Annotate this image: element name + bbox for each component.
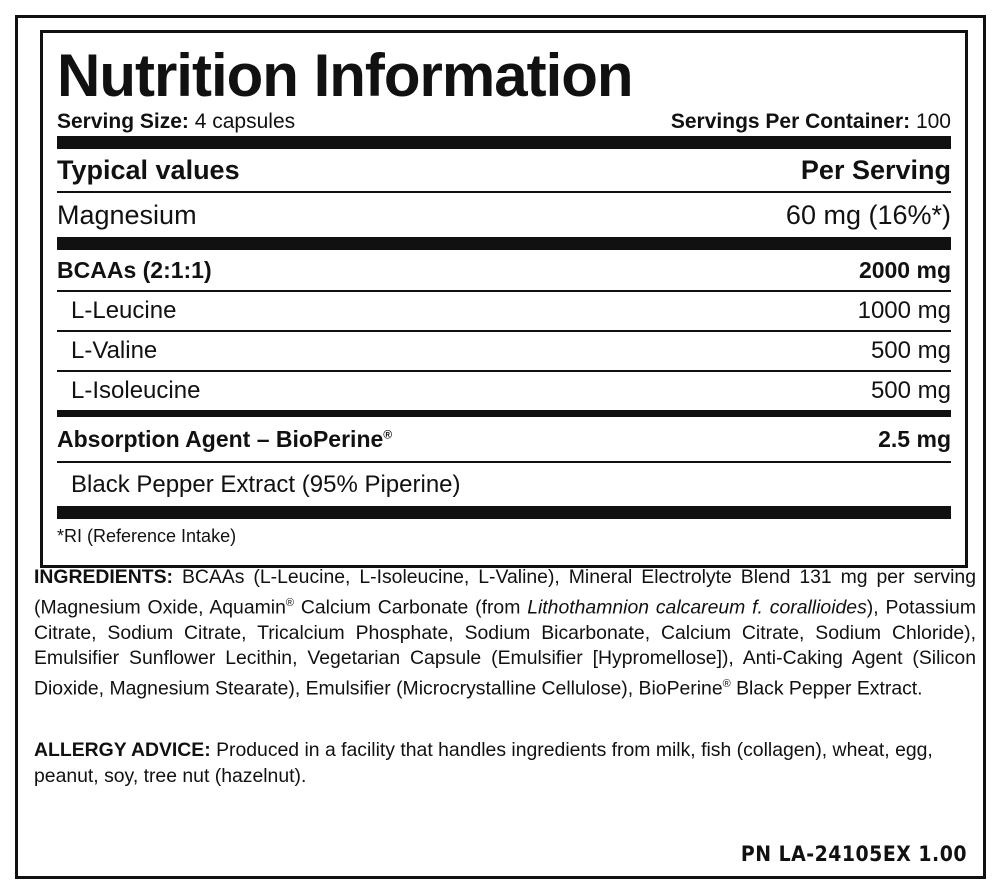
ingredients-italic-species: Lithothamnion calcareum f. corallioides [527,596,867,619]
thick-divider [57,506,951,519]
absorption-value: 2.5 mg [878,425,951,452]
magnesium-name: Magnesium [57,199,197,230]
thick-divider [57,136,951,149]
allergy-text: Produced in a facility that handles ingredients from milk, fish (collagen), wheat, egg, peanut, soy, tree nut (hazelnut). [34,739,933,787]
registered-mark: ® [285,596,294,609]
table-row-magnesium [57,193,951,237]
magnesium-value: 60 mg (16%*) [785,199,951,230]
bcaas-value: 2000 mg [858,256,951,283]
nutrition-panel [40,30,968,568]
row-value: 500 mg [870,337,951,364]
registered-mark: ® [383,426,393,441]
table-row-l-valine [57,332,951,370]
label-outer-border [15,15,986,879]
bcaas-name: BCAAs (2:1:1) [57,256,212,283]
servings-per-container-label: Servings Per Container: [670,110,911,133]
ingredients-text-1: BCAAs (L-Leucine, L-Isoleucine, L-Valine), Mineral Electrolyte Blend 131 mg per serving (Magnesium Oxide, Aquamin [34,566,976,619]
allergy-paragraph [34,738,976,789]
black-pepper-name: Black Pepper Extract (95% Piperine) [71,470,461,498]
table-row-absorption-agent [57,417,951,461]
servings-per-container-value: 100 [915,110,951,133]
thick-divider [57,237,951,250]
row-name: L-Leucine [71,297,177,324]
registered-mark: ® [722,677,731,690]
table-row-l-leucine [57,292,951,330]
header-typical-values: Typical values [57,154,240,185]
row-value: 500 mg [870,377,951,404]
serving-size-value: 4 capsules [194,110,296,133]
medium-divider [57,410,951,417]
row-name: L-Isoleucine [71,377,201,404]
row-value: 1000 mg [857,297,951,324]
header-per-serving: Per Serving [800,154,951,185]
serving-size-label: Serving Size: [57,110,189,133]
servings-per-container [671,110,951,136]
ingredients-text-4: Black Pepper Extract. [730,677,923,700]
absorption-name-text: Absorption Agent – BioPerine [57,425,384,452]
row-name: L-Valine [71,337,158,364]
table-row-black-pepper [57,463,951,506]
absorption-name [57,426,392,453]
ingredients-paragraph [34,565,976,702]
serving-size [57,110,295,136]
page-title: Nutrition Information [57,42,633,109]
ingredients-heading: INGREDIENTS: [34,566,173,588]
ingredients-text-2: Calcium Carbonate (from [294,596,528,619]
ingredients-text-3: ), Potassium Citrate, Sodium Citrate, Tricalcium Phosphate, Sodium Bicarbonate, Calcium Citrate, Sodium Chloride), Emulsifier Sunflower Lecithin, Vegetarian Capsule (Emulsifier [Hypromellose]), Anti-Caking Agent (Silicon Dioxide, Magnesium Stearate), Emulsifier (Microcrystalline Cellulose), BioPerine [34,596,976,700]
serving-info-row [57,110,951,136]
product-number: PN LA-24105EX 1.00 [740,842,967,866]
table-row-l-isoleucine [57,372,951,410]
allergy-heading: ALLERGY ADVICE: [34,739,211,761]
table-row-bcaas [57,250,951,290]
table-header [57,149,951,191]
footnote: *RI (Reference Intake) [57,526,237,546]
